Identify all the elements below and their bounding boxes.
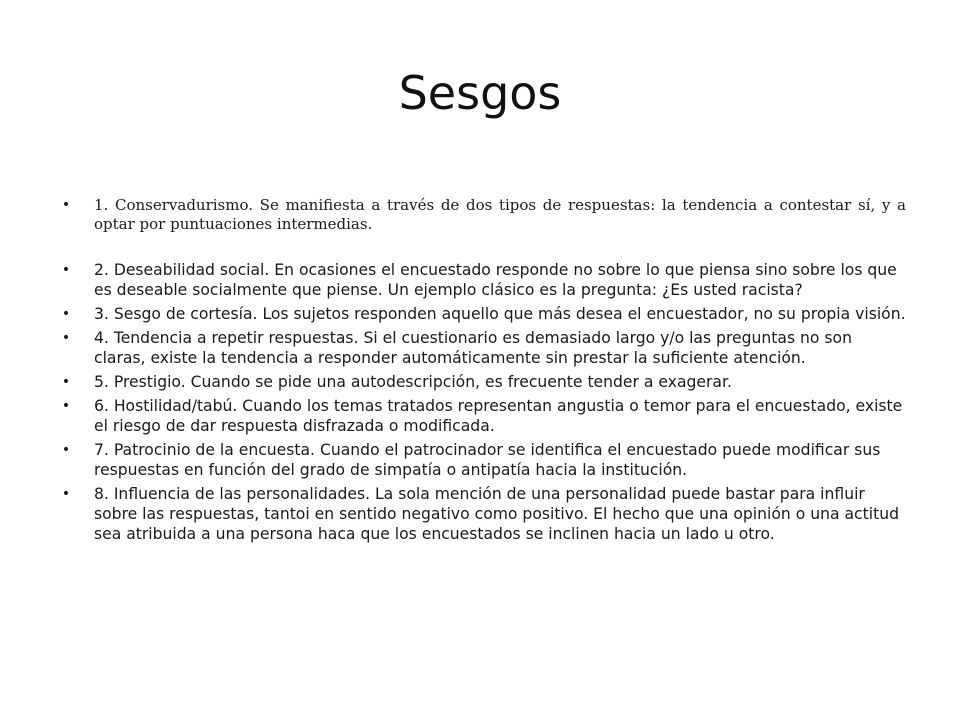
bullet-item <box>60 196 906 234</box>
bullet-text: 1. Conservadurismo. Se manifiesta a través de dos tipos de respuestas: la tendencia a contestar sí, y a optar por puntuaciones intermedias. <box>94 196 906 233</box>
bullet-text: 7. Patrocinio de la encuesta. Cuando el patrocinador se identifica el encuestado puede modificar sus respuestas en función del grado de simpatía o antipatía hacia la institución. <box>94 441 881 479</box>
bullet-item <box>60 372 906 392</box>
bullet-text: 8. Influencia de las personalidades. La sola mención de una personalidad puede bastar para influir sobre las respuestas, tantoi en sentido negativo como positivo. El hecho que una opinión o una actitud sea atribuida a una persona haca que los encuestados se inclinen hacia un lado u otro. <box>94 485 899 543</box>
bullet-icon: • <box>61 306 71 322</box>
bullet-icon: • <box>61 262 71 278</box>
bullet-text: 4. Tendencia a repetir respuestas. Si el cuestionario es demasiado largo y/o las preguntas no son claras, existe la tendencia a responder automáticamente sin prestar la suficiente atención. <box>94 329 852 367</box>
bullet-text: 3. Sesgo de cortesía. Los sujetos responden aquello que más desea el encuestador, no su propia visión. <box>94 305 906 323</box>
bullet-icon: • <box>61 197 71 213</box>
bullet-icon: • <box>61 442 71 458</box>
bullet-item <box>60 396 906 436</box>
bullet-icon: • <box>61 374 71 390</box>
bullet-text: 6. Hostilidad/tabú. Cuando los temas tratados representan angustia o temor para el encuestado, existe el riesgo de dar respuesta disfrazada o modificada. <box>94 397 903 435</box>
bullet-icon: • <box>61 486 71 502</box>
bullet-item <box>60 484 906 544</box>
slide-title: Sesgos <box>398 66 562 120</box>
bullet-list <box>60 196 906 548</box>
bullet-icon: • <box>61 398 71 414</box>
bullet-item <box>60 260 906 300</box>
bullet-item <box>60 328 906 368</box>
bullet-item <box>60 440 906 480</box>
bullet-item <box>60 304 906 324</box>
bullet-icon: • <box>61 330 71 346</box>
bullet-text: 2. Deseabilidad social. En ocasiones el encuestado responde no sobre lo que piensa sino sobre los que es deseable socialmente que piense. Un ejemplo clásico es la pregunta: ¿Es usted racista? <box>94 261 897 299</box>
bullet-text: 5. Prestigio. Cuando se pide una autodescripción, es frecuente tender a exagerar. <box>94 373 732 391</box>
